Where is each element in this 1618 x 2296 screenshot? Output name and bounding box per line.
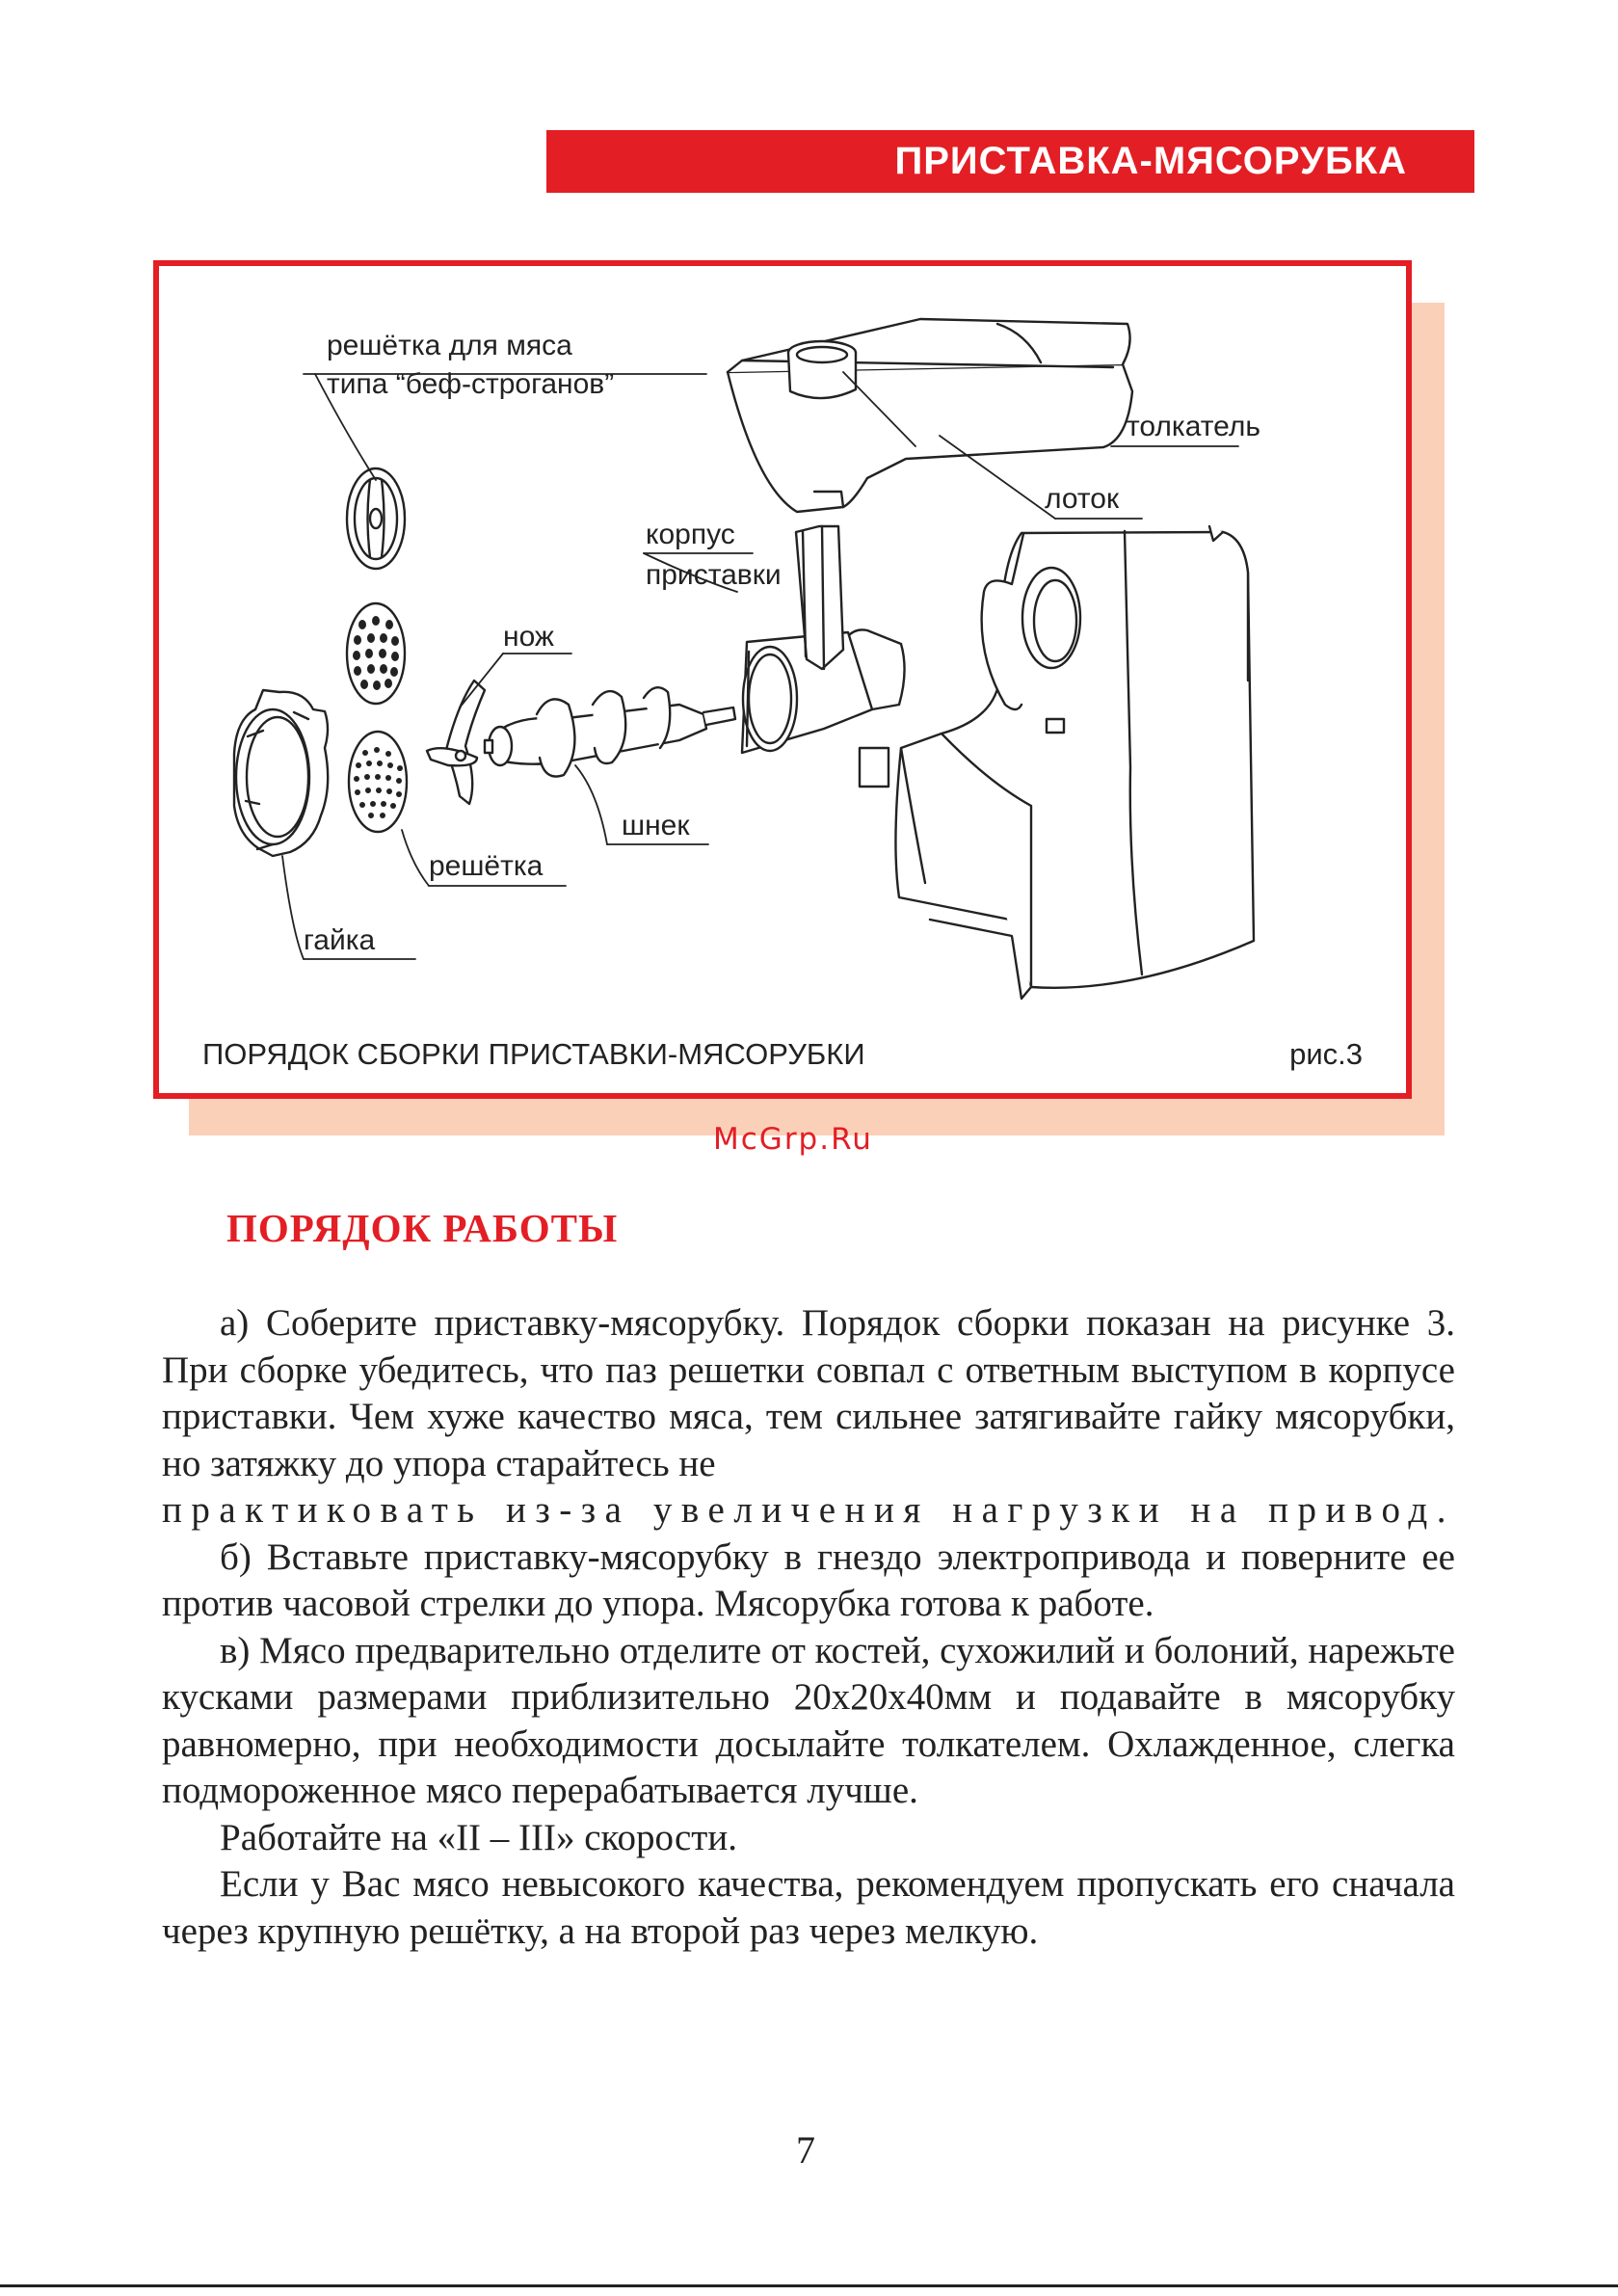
instructions-body — [162, 1300, 1455, 1955]
motor-housing — [895, 526, 1254, 999]
paragraph-speed: Работайте на «II – III» скорости. — [220, 1816, 737, 1858]
paragraph-a: а) Соберите приставку-мясорубку. Порядок сборки показан на рисунке 3. При сборке убедитесь, что паз решетки совпал с ответным выступом в корпусе приставки. Чем хуже качество мяса, тем сильнее затягивайте гайку мясорубки, но затяжку до упора старайтесь не — [162, 1302, 1455, 1484]
paragraph-v: в) Мясо предварительно отделите от костей, сухожилий и болоний, нарежьте кусками размерами приблизительно 20х20х40мм и подавайте в мясорубку равномерно, при необходимости досылайте толкателем. Охлажденное, слегка подмороженное мясо перерабатывается лучше. — [162, 1629, 1455, 1811]
label-beef-grate-line1: решётка для мяса — [327, 330, 572, 361]
paragraph-quality: Если у Вас мясо невысокого качества, рекомендуем пропускать его сначала через крупную решётку, а на второй раз через мелкую. — [162, 1863, 1455, 1952]
fine-grate-drawing — [347, 603, 405, 704]
beef-grate-drawing — [347, 468, 405, 569]
label-grate: решётка — [429, 850, 544, 882]
figure-caption: ПОРЯДОК СБОРКИ ПРИСТАВКИ-МЯСОРУБКИ — [202, 1037, 865, 1071]
section-title: ПОРЯДОК РАБОТЫ — [226, 1206, 619, 1250]
section-header-bar — [546, 130, 1474, 193]
paragraph-a-last-line: практиковать из-за увеличения нагрузки на привод. — [162, 1489, 1455, 1531]
auger-drawing — [485, 687, 735, 776]
label-pusher: толкатель — [1127, 411, 1260, 442]
figure-number: рис.3 — [1289, 1037, 1363, 1071]
label-beef-grate-line2: типа “беф-строганов” — [327, 368, 615, 400]
nut-drawing — [234, 690, 328, 856]
label-housing-line2: приставки — [646, 559, 782, 591]
coarse-grate-drawing — [349, 732, 407, 832]
paragraph-b: б) Вставьте приставку-мясорубку в гнездо электропривода и поверните ее против часовой стрелки до упора. Мясорубка готова к работе. — [162, 1535, 1455, 1624]
watermark: McGrp.Ru — [713, 1122, 873, 1157]
assembly-figure — [153, 260, 1412, 1099]
header-title: ПРИСТАВКА-МЯСОРУБКА — [894, 140, 1407, 182]
page-number: 7 — [796, 2128, 815, 2172]
label-tray: лоток — [1045, 483, 1120, 515]
label-nut: гайка — [304, 924, 376, 956]
label-auger: шнек — [622, 810, 690, 841]
bottom-rule — [0, 2284, 1618, 2287]
label-knife: нож — [503, 621, 554, 653]
knife-drawing — [427, 681, 485, 804]
label-housing-line1: корпус — [646, 519, 735, 550]
